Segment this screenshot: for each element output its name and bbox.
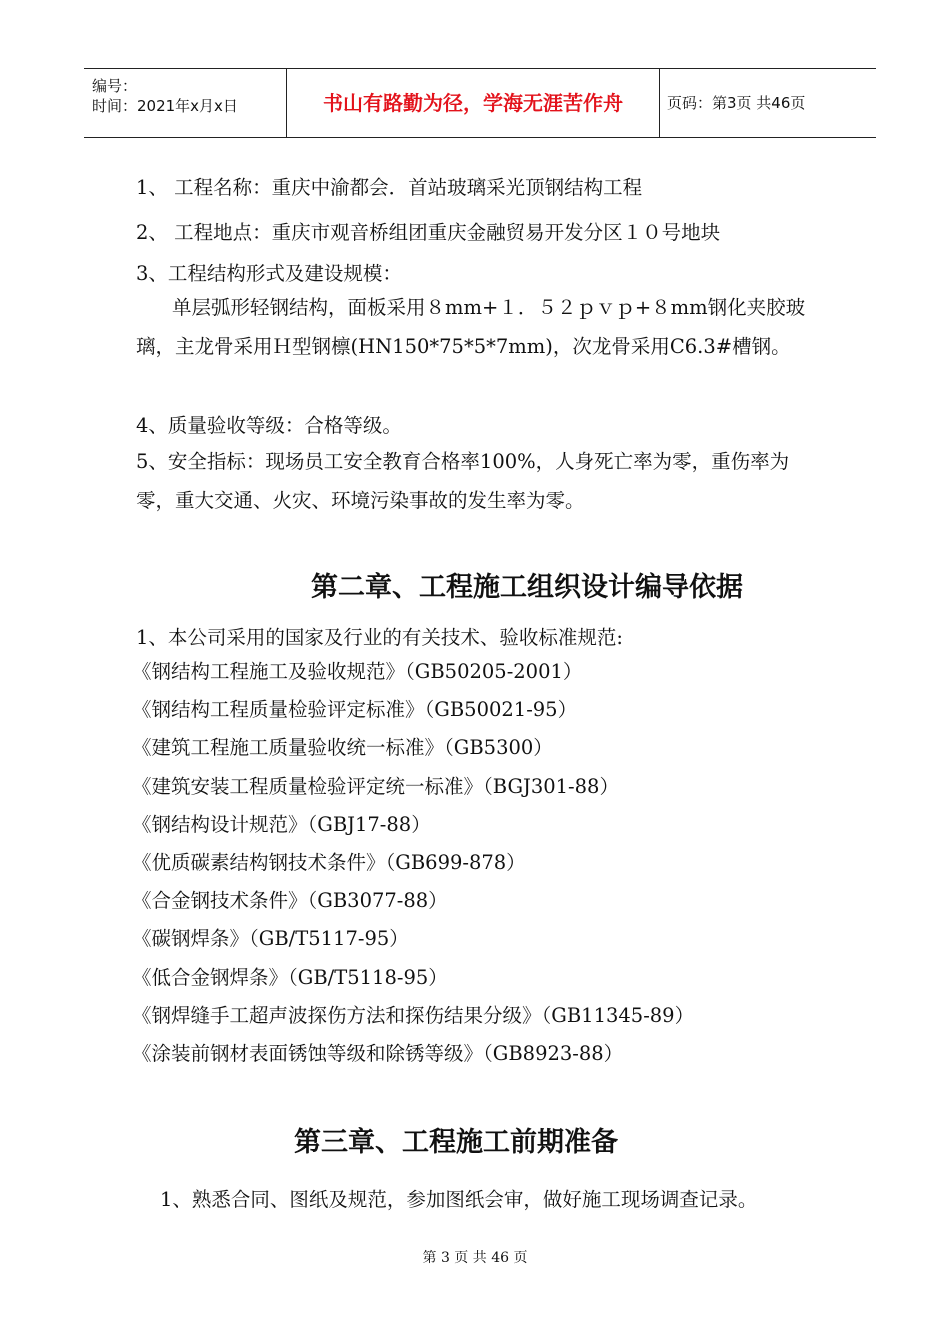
header-motto: 书山有路勤为径，学海无涯苦作舟 xyxy=(287,69,660,137)
standard-item: 《钢结构工程质量检验评定标准》（GB50021-95） xyxy=(132,698,578,722)
standard-item: 《钢结构设计规范》（GBJ17-88） xyxy=(132,812,431,836)
safety-paragraph: 5、安全指标：现场员工安全教育合格率100%，人身死亡率为零，重伤率为零，重大交通、火灾、环境污染事故的发生率为零。 xyxy=(136,450,790,512)
chapter3-item1: 1、熟悉合同、图纸及规范，参加图纸会审，做好施工现场调查记录。 xyxy=(160,1188,758,1211)
structure-paragraph xyxy=(136,288,826,366)
project-name-item: 1、 工程名称：重庆中渝都会．首站玻璃采光顶钢结构工程 xyxy=(136,176,643,199)
standard-item: 《碳钢焊条》（GB/T5117-95） xyxy=(132,927,409,951)
structure-form-heading: 3、工程结构形式及建设规模： xyxy=(136,262,402,285)
chapter2-title: 第二章、工程施工组织设计编导依据 xyxy=(311,572,743,603)
page-footer: 第 3 页 共 46 页 xyxy=(422,1250,528,1266)
standard-item: 《建筑工程施工质量验收统一标准》（GB5300） xyxy=(132,736,553,760)
document-number-label: 编号： xyxy=(92,77,138,95)
standard-item: 《钢焊缝手工超声波探伤方法和探伤结果分级》（GB11345-89） xyxy=(132,1003,695,1027)
standard-item: 《合金钢技术条件》（GB3077-88） xyxy=(132,889,448,913)
chapter3-title: 第三章、工程施工前期准备 xyxy=(294,1127,618,1158)
standard-item: 《优质碳素结构钢技术条件》（GB699-878） xyxy=(132,850,526,874)
standard-item: 《钢结构工程施工及验收规范》（GB50205-2001） xyxy=(132,660,583,683)
page-header xyxy=(84,68,876,138)
document-time-label: 时间：2021年x月x日 xyxy=(92,97,238,115)
header-page-number: 页码：第3页 共46页 xyxy=(667,94,806,112)
structure-paragraph-text: 单层弧形轻钢结构，面板采用８mm+１．５２ｐｖｐ+８mm钢化夹胶玻璃，主龙骨采用Ｈ型钢檩(HN150*75*5*7mm)，次龙骨采用C6.3#槽钢。 xyxy=(136,296,806,358)
standard-item: 《涂装前钢材表面锈蚀等级和除锈等级》（GB8923-88） xyxy=(132,1041,624,1065)
quality-item: 4、质量验收等级：合格等级。 xyxy=(136,414,402,437)
standards-list xyxy=(132,653,694,1073)
standard-item: 《建筑安装工程质量检验评定统一标准》（BGJ301-88） xyxy=(132,774,619,798)
header-meta-cell xyxy=(84,69,287,137)
project-location-item: 2、 工程地点：重庆市观音桥组团重庆金融贸易开发分区１０号地块 xyxy=(136,221,721,244)
standard-item: 《低合金钢焊条》（GB/T5118-95） xyxy=(132,965,448,989)
chapter2-intro: 1、本公司采用的国家及行业的有关技术、验收标准规范: xyxy=(136,626,623,649)
